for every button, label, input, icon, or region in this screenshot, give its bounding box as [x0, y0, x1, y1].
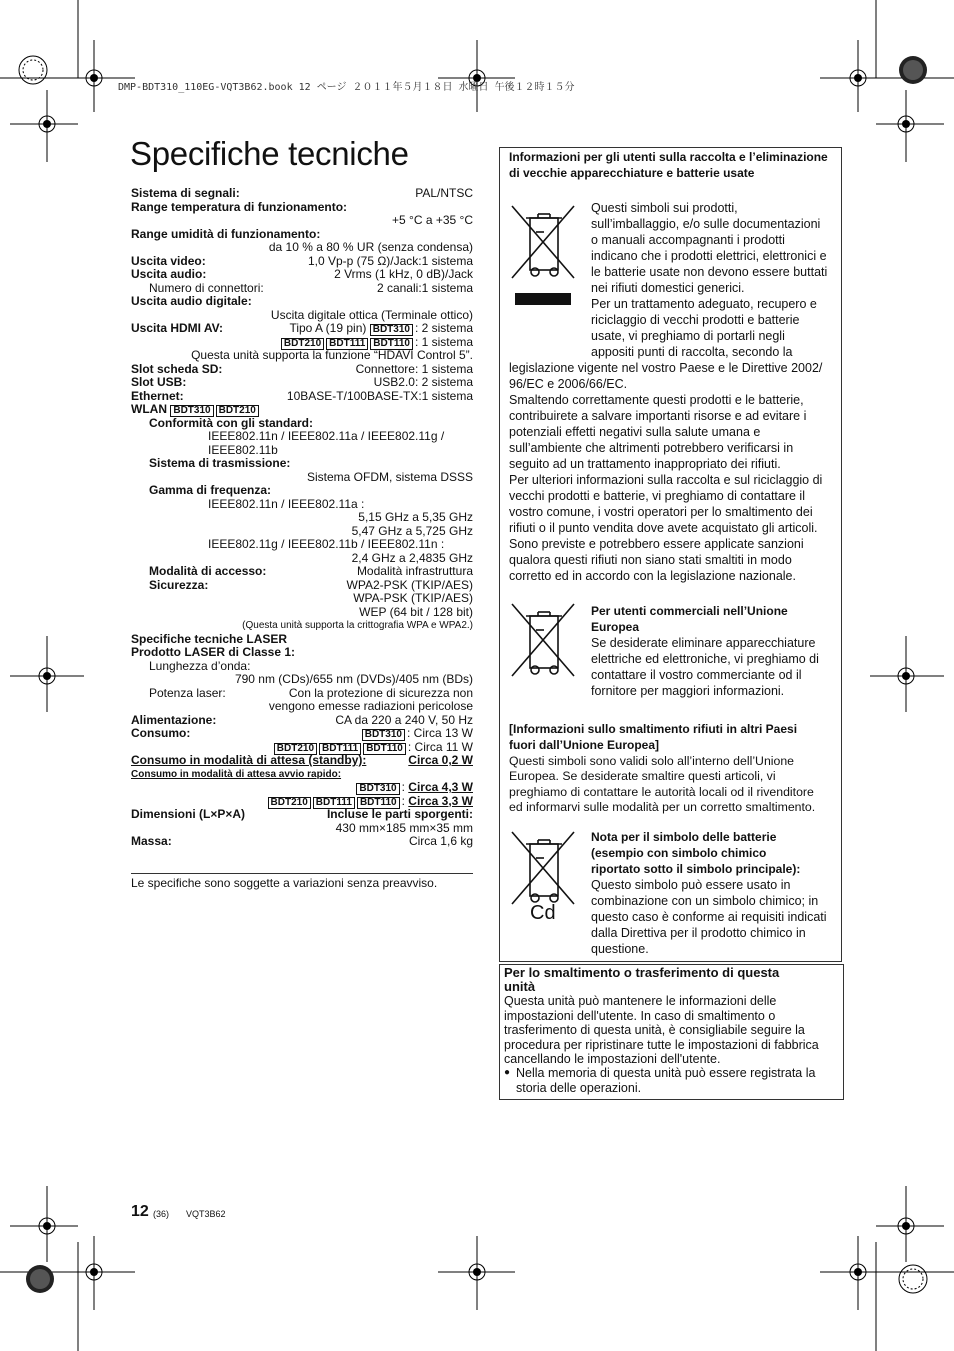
avvio-value: Circa 4,3 W [408, 780, 473, 794]
spec-value: USB2.0: 2 sistema [373, 375, 473, 389]
wlan-label: WLAN [131, 402, 167, 416]
outside-eu-body [509, 754, 831, 815]
hdmi-type: Tipo A (19 pin) [289, 321, 367, 335]
text-line: indicano che i prodotti elettrici, elettronici e [591, 249, 827, 263]
spec-value: Modalità infrastruttura [356, 564, 473, 578]
heading-line: fuori dall’Unione Europea] [509, 738, 660, 752]
model-tag: BDT210 [274, 743, 317, 755]
heading-line: [Informazioni sullo smaltimento rifiuti in altri Paesi [509, 722, 798, 736]
text-line: Questo simbolo può essere usato in [591, 878, 791, 892]
model-tag: BDT210 [268, 797, 311, 809]
model-tag: BDT110 [370, 338, 413, 350]
spec-divider [131, 873, 473, 874]
text-line: Per ulteriori informazioni sulla raccolta e sul riciclaggio di [509, 473, 823, 487]
disposal-heading: Informazioni per gli utenti sulla raccolta e l’eliminazione di vecchie apparecchiature e batterie usate [509, 150, 828, 180]
text-line: Sono previste e potrebbero essere applicate sanzioni [509, 537, 804, 551]
model-tag: BDT111 [326, 338, 368, 350]
spec-value: 2 canali:1 sistema [376, 280, 473, 295]
spec-label: Uscita audio: [131, 267, 207, 281]
hdmi-count: : 2 sistema [414, 321, 473, 335]
text-line: nei rifiuti domestici generici. [591, 281, 745, 295]
text-line: Questi simboli sono validi solo all’interno dell’Unione [509, 754, 795, 768]
spec-label: Consumo: [131, 726, 191, 740]
text-line: usate, vi preghiamo di portarli negli [591, 329, 785, 343]
spec-sublabel: Sicurezza: [149, 577, 209, 592]
model-tag: BDT310 [170, 405, 213, 417]
business-body [591, 635, 831, 699]
spec-value: Circa 1,6 kg [408, 834, 473, 848]
spec-value: IEEE802.11n / IEEE802.11a / IEEE802.11g / [208, 429, 445, 443]
spec-footnote: Le specifiche sono soggette a variazioni senza preavviso. [131, 876, 438, 890]
spec-label: Ethernet: [131, 388, 184, 403]
spec-value: 1,0 Vp-p (75 Ω)/Jack:1 sistema [307, 253, 473, 268]
model-tag: BDT310 [362, 729, 405, 741]
spec-label: Uscita video: [131, 253, 206, 268]
text-line: le batterie usate non devono essere buttati [591, 265, 828, 279]
transfer-heading [504, 966, 839, 994]
heading-line: Per utenti commerciali nell’Unione [591, 604, 788, 618]
model-tag: BDT111 [319, 743, 361, 755]
spec-value: IEEE802.11b [208, 442, 278, 457]
model-tag: BDT310 [370, 324, 413, 336]
book-header-line: DMP-BDT310_110EG-VQT3B62.book 12 ページ ２０１１年５月１８日 水曜日 午後１２時１５分 [118, 82, 575, 93]
text-line: ed informarvi sulle modalità per un corretto smaltimento. [509, 799, 816, 814]
spec-label: Slot USB: [131, 375, 187, 389]
spec-value: WPA-PSK (TKIP/AES) [353, 591, 473, 605]
avvio-value: Circa 3,3 W [408, 793, 473, 808]
model-tag: BDT310 [356, 783, 399, 795]
battery-heading [591, 829, 831, 877]
text-line: appositi punti di raccolta, secondo la [591, 345, 793, 359]
transfer-body [504, 994, 839, 1067]
text-line: Per un trattamento adeguato, recupero e [591, 297, 817, 311]
disposal-paragraph-1 [591, 200, 831, 360]
text-line: sull’imballaggio, e/o sulle documentazioni [591, 217, 821, 231]
transfer-bullet-text [516, 1066, 838, 1095]
spec-value: Connettore: 1 sistema [355, 361, 473, 376]
text-line: rifiuti o il punto vendita dove avete acquistato gli articoli. [509, 521, 818, 535]
page-title: Specifiche tecniche [130, 135, 409, 172]
spec-value: BDT310 : Circa 4,3 W [356, 781, 473, 795]
spec-note: (Questa unità supporta la crittografia WPA e WPA2.) [242, 620, 473, 631]
text-line: Europea. Se desiderate smaltire questi articoli, vi [509, 769, 776, 784]
model-tag: BDT210 [216, 405, 259, 417]
spec-value: BDT210 BDT111 BDT110 : Circa 3,3 W [268, 795, 473, 809]
spec-label: Sistema di segnali: [131, 186, 240, 200]
spec-value: IEEE802.11g / IEEE802.11b / IEEE802.11n : [208, 537, 445, 551]
text-line: questione. [591, 942, 649, 956]
spec-label: Dimensioni (L×P×A) [131, 807, 246, 821]
spec-value: 5,47 GHz a 5,725 GHz [351, 523, 473, 538]
spec-label: Massa: [131, 834, 172, 848]
business-heading [591, 603, 831, 635]
spec-label: Alimentazione: [131, 712, 217, 727]
text-line: Questi simboli sui prodotti, [591, 201, 738, 215]
text-line: fornitore per maggiori informazioni. [591, 684, 785, 698]
heading-line: Per lo smaltimento o trasferimento di questa [504, 965, 780, 980]
wheelie-bin-icon [508, 202, 578, 282]
spec-value: WPA2-PSK (TKIP/AES) [346, 577, 473, 592]
text-line: elettriche ed elettroniche, vi preghiamo di [591, 652, 819, 666]
consumo-value: : Circa 13 W [406, 726, 473, 740]
spec-value: WEP (64 bit / 128 bit) [359, 604, 473, 619]
spec-list [131, 187, 473, 849]
page-number: 12 [131, 1203, 149, 1220]
spec-value: 430 mm×185 mm×35 mm [335, 820, 473, 835]
spec-value: 5,15 GHz a 5,35 GHz [358, 510, 473, 524]
spec-sublabel: Gamma di frequenza: [149, 483, 272, 497]
spec-value: Uscita digitale ottica (Terminale ottico) [270, 307, 473, 322]
wheelie-bin-icon [508, 828, 578, 908]
text-line: storia delle operazioni. [516, 1080, 642, 1095]
text-line: qualora questi rifiuti non siano stati smaltiti in modo [509, 553, 792, 567]
spec-label: Range umidità di funzionamento: [131, 226, 321, 241]
spec-label: Uscita audio digitale: [131, 294, 252, 308]
black-bar [515, 293, 571, 305]
text-line: Nella memoria di questa unità può essere registrata la [516, 1066, 816, 1080]
outside-eu-heading [509, 721, 831, 753]
text-line: potenziali effetti negativi sulla salute umana e [509, 425, 761, 439]
text-line: impostazioni dell'utente. In caso di smaltimento o [504, 1008, 776, 1023]
text-line: Se desiderate eliminare apparecchiature [591, 636, 816, 650]
spec-label: Uscita HDMI AV: [131, 321, 224, 335]
disposal-paragraph-1-full [509, 360, 831, 584]
text-line: vostro comune, i vostri operatori per lo smaltimento dei [509, 505, 813, 519]
spec-value: 10BASE-T/100BASE-TX:1 sistema [286, 388, 473, 403]
spec-label: Prodotto LASER di Classe 1: [131, 645, 296, 659]
text-line: riciclaggio di vecchi prodotti e batterie [591, 313, 800, 327]
spec-value: 790 nm (CDs)/655 nm (DVDs)/405 nm (BDs) [234, 672, 473, 686]
text-line: legislazione vigente nel vostro Paese e le Direttive 2002/ [509, 361, 823, 375]
spec-value: CA da 220 a 240 V, 50 Hz [335, 712, 473, 727]
spec-label: Range temperatura di funzionamento: [131, 199, 348, 214]
model-tag: BDT111 [313, 797, 355, 809]
spec-label: Consumo in modalità di attesa (standby): [131, 753, 367, 767]
text-line: combinazione con un simbolo chimico; in [591, 894, 819, 908]
model-tag: BDT110 [363, 743, 406, 755]
spec-value: PAL/NTSC [415, 186, 473, 200]
heading-line: (esempio con simbolo chimico [591, 846, 767, 860]
spec-label: Consumo in modalità di attesa avvio rapido: [131, 768, 342, 780]
spec-value: IEEE802.11n / IEEE802.11a : [208, 496, 365, 511]
spec-sublabel: Modalità di accesso: [149, 564, 267, 578]
spec-value: da 10 % a 80 % UR (senza condensa) [268, 240, 473, 254]
spec-value: vengono emesse radiazioni pericolose [268, 699, 473, 713]
document-code: VQT3B62 [186, 1209, 226, 1219]
text-line: questo caso è conforme ai requisiti indicati [591, 910, 827, 924]
text-line: Smaltendo correttamente questi prodotti e le batterie, [509, 393, 804, 407]
spec-value: Circa 0,2 W [408, 753, 473, 767]
spec-label: Specifiche tecniche LASER [131, 631, 288, 646]
battery-body [591, 877, 831, 957]
consumo-value: : Circa 11 W [407, 739, 473, 754]
bullet-icon: ● [504, 1067, 511, 1078]
wheelie-bin-icon [508, 600, 578, 680]
heading-line: riportato sotto il simbolo principale): [591, 862, 801, 876]
text-line: trasferimento di questa unità, è consigliabile seguire la [504, 1023, 805, 1038]
text-line: preghiamo di contattare le autorità locali od il rivenditore [509, 784, 814, 799]
text-line: contribuirete a salvare importanti risorse e ad evitare i [509, 409, 807, 423]
spec-label: Slot scheda SD: [131, 361, 223, 376]
text-line: Questa unità può mantenere le informazioni delle [504, 994, 777, 1008]
spec-value: 2 Vrms (1 kHz, 0 dB)/Jack [334, 267, 473, 281]
text-line: sull’ambiente che altrimenti potrebbero verificarsi in [509, 441, 794, 455]
spec-value: Con la protezione di sicurezza non [288, 685, 473, 700]
text-line: vecchi prodotti e batterie, vi preghiamo di contattare il [509, 489, 805, 503]
heading-line: Europea [591, 620, 640, 634]
spec-sublabel: Conformità con gli standard: [149, 415, 314, 430]
spec-sublabel: Potenza laser: [149, 685, 226, 700]
spec-value: Incluse le parti sporgenti: [326, 807, 473, 821]
text-line: corretto ed in accordo con la legislazione nazionale. [509, 569, 796, 583]
text-line: o manuali accompagnanti i prodotti [591, 233, 785, 247]
model-tag: BDT110 [357, 797, 400, 809]
heading-line: Nota per il simbolo delle batterie [591, 830, 777, 844]
text-line: 96/EC e 2006/66/EC. [509, 377, 628, 391]
spec-sublabel: Numero di connettori: [149, 280, 264, 295]
cd-chemical-symbol: Cd [530, 902, 556, 924]
spec-value: +5 °C a +35 °C [392, 213, 473, 227]
heading-line: unità [504, 979, 536, 994]
text-line: seguito ad un trattamento inappropriato dei rifiuti. [509, 457, 781, 471]
spec-sublabel: Lunghezza d’onda: [149, 658, 251, 673]
spec-value: 2,4 GHz a 2,4835 GHz [351, 550, 473, 565]
spec-note: Questa unità supporta la funzione “HDAVI Control 5”. [191, 348, 473, 362]
spec-value: Sistema OFDM, sistema DSSS [306, 469, 473, 484]
hdmi-count: : 1 sistema [414, 334, 473, 349]
model-tag: BDT210 [281, 338, 324, 350]
text-line: cancellando le impostazioni dell'utente. [504, 1052, 721, 1067]
page-subnumber: (36) [153, 1209, 170, 1219]
spec-sublabel: Sistema di trasmissione: [149, 456, 291, 470]
text-line: procedura per ripristinare tutte le impostazioni di fabbrica [504, 1037, 819, 1052]
text-line: dalla Direttiva per il prodotto chimico in [591, 926, 806, 940]
spec-label [131, 403, 261, 417]
text-line: contattare il vostro commerciante od il [591, 668, 802, 682]
